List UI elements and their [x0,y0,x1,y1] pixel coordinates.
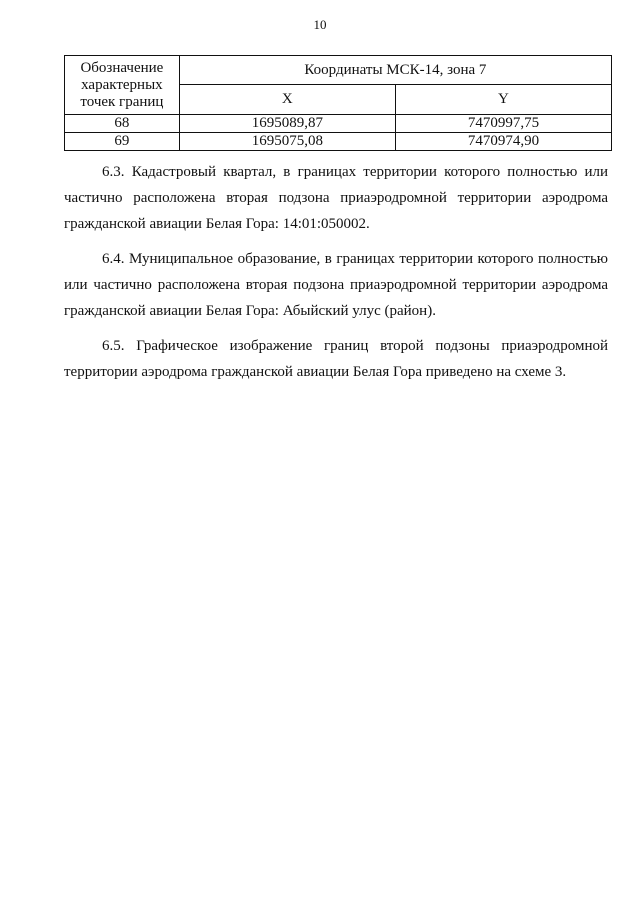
y-column-header: Y [395,85,611,115]
paragraph-6-4: 6.4. Муниципальное образование, в границах территории которого полностью или частично расположена вторая подзона приаэродромной территории аэродрома гражданской авиации Белая Гора: Абыйский улус (район). [64,251,608,319]
page-number: 10 [313,17,327,32]
y-value-cell: 7470974,90 [395,133,611,151]
table-row [65,133,612,151]
coordinates-table [64,55,612,151]
paragraph-6-5: 6.5. Графическое изображение границ второй подзоны приаэродромной территории аэродрома гражданской авиации Белая Гора приведено на схеме 3. [64,338,608,380]
x-column-header: X [179,85,395,115]
point-number-cell: 69 [65,133,180,151]
point-label-header-line-1: Обозначение [80,59,164,76]
coordinate-system-header: Координаты МСК-14, зона 7 [179,56,611,85]
point-number-cell: 68 [65,115,180,133]
table-row [65,115,612,133]
point-label-header-line-3: точек границ [80,93,164,110]
paragraph-6-3: 6.3. Кадастровый квартал, в границах территории которого полностью или частично расположена вторая подзона приаэродромной территории аэродрома гражданской авиации Белая Гора: 14:01:050002. [64,164,608,232]
body-text [64,159,608,394]
y-value-cell: 7470997,75 [395,115,611,133]
x-value-cell: 1695089,87 [179,115,395,133]
point-label-header-line-2: характерных [81,76,163,93]
x-value-cell: 1695075,08 [179,133,395,151]
point-label-header [65,56,180,115]
